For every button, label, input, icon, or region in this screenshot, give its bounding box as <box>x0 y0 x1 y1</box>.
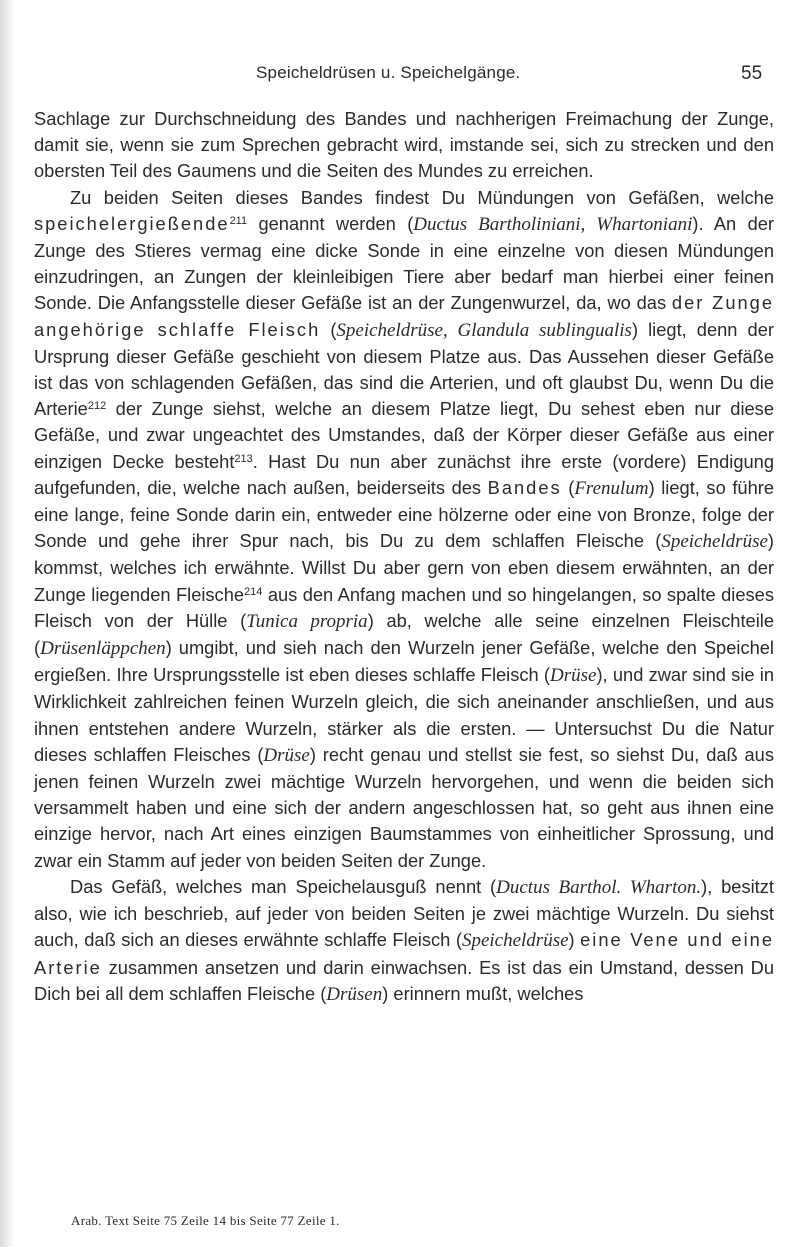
text-run: ) umgibt, und sieh nach den Wurzeln jener Gefäße, welche den Speichel ergießen. Ihre Ursprungsstelle ist eben dieses schlaffe Fleisch ( <box>34 637 774 686</box>
body-text <box>34 106 774 1008</box>
page-edge-shadow <box>0 0 14 1247</box>
latin-term: Speicheldrüse <box>461 930 569 952</box>
paragraph-3 <box>34 874 774 1008</box>
paragraph-1 <box>34 106 774 185</box>
spaced-term: Bandes <box>487 476 562 498</box>
latin-term: Ductus Bartholiniani, Whartoniani <box>413 213 693 235</box>
text-run: ) liegt, denn der Ursprung dieser Gefäße geschieht von diesem Platze aus. Das Aussehen dieser Gefäße ist das von schlagenden Gefäßen, das sind die Arterien, und oft glaubst Du, wenn Du die Arterie <box>34 318 774 420</box>
text-run: ) erinnern mußt, welches <box>382 982 584 1004</box>
latin-term: Frenulum <box>574 477 649 499</box>
latin-term: Drüse <box>263 744 310 766</box>
latin-term: Tunica propria <box>246 610 368 632</box>
footnote-marker: 212 <box>87 400 107 413</box>
latin-term: Speicheldrüse <box>661 531 768 553</box>
text-run: ) kommst, welches ich erwähnte. Willst Du aber gern von eben diesem erwähnten, an der Zunge liegenden Fleische <box>34 530 774 605</box>
text-run: der Zunge siehst, welche an diesem Platze liegt, Du sehest eben nur diese Gefäße, und zwar ungeachtet des Umstandes, daß der Körper dieser Gefäße aus einer einzigen Decke besteht <box>34 398 774 472</box>
latin-term: Speicheldrüse, Glandula sublingualis <box>336 319 632 341</box>
text-run: ) recht genau und stellst sie fest, so siehst Du, daß aus jenen feinen Wurzeln zwei mächtige Wurzeln hervorgehen, und wenn die beiden sich versammelt haben und eine sich der andern angeschlossen hat, so geht aus ihnen eine einzige hervor, nach Art eines einzigen Baumstammes von einheitlicher Sprossung, und zwar ein Stamm auf jeder von beiden Seiten der Zunge. <box>34 743 774 871</box>
footnote-marker: 214 <box>244 585 263 598</box>
latin-term: Drüsenläppchen <box>40 638 166 660</box>
spaced-term: speichelergießende <box>34 212 230 234</box>
spaced-term: der Zunge angehörige schlaffe Fleisch <box>34 292 774 340</box>
text-run: ), besitzt also, wie ich beschrieb, auf jeder von beiden Seiten je zwei mächtige Wurzeln. Du siehst auch, daß sich an dieses erwähnte schlaffe Fleisch ( <box>34 875 774 951</box>
text-run: ), und zwar sind sie in Wirklichkeit zahlreichen feinen Wurzeln gleich, die sich aneinander anschließen, und aus ihnen entstehen andere Wurzeln, stärker als die ersten. — Untersuchst Du die Natur dieses schlaffen Fleisches ( <box>34 664 774 765</box>
running-title: Speicheldrüsen u. Speichelgänge. <box>256 63 521 82</box>
text-run: ( <box>320 318 337 340</box>
latin-term: Drüse <box>550 665 597 687</box>
running-head <box>0 63 800 89</box>
text-run: Das Gefäß, welches man Speichelausguß nennt ( <box>70 875 497 897</box>
text-run: ( <box>561 476 575 498</box>
text-run: genannt werden ( <box>247 212 414 234</box>
text-run: zusammen ansetzen und darin einwachsen. Es ist das ein Umstand, dessen Du Dich bei all dem schlaffen Fleische ( <box>34 956 774 1004</box>
text-run: aus den Anfang machen und so hingelangen, so spalte dieses Fleisch von der Hülle ( <box>34 583 774 631</box>
text-run: Sachlage zur Durchschneidung des Bandes und nachherigen Freimachung der Zunge, damit sie, wenn sie zum Sprechen gebracht wird, imstande sei, sich zu strecken und den obersten Teil des Gaumens und die Seiten des Mundes zu erreichen. <box>34 108 774 182</box>
footnote-marker: 213 <box>234 452 253 465</box>
page-number: 55 <box>741 63 763 84</box>
arabic-text-reference: Arab. Text Seite 75 Zeile 14 bis Seite 77 Zeile 1. <box>71 1213 340 1228</box>
spaced-term: eine Vene und eine Arterie <box>34 929 774 978</box>
text-run: ) <box>568 929 581 951</box>
text-run: Zu beiden Seiten dieses Bandes findest Du Mündungen von Gefäßen, welche <box>70 186 774 208</box>
latin-term: Ductus Barthol. Wharton. <box>496 876 702 898</box>
text-run: . Hast Du nun aber zunächst ihre erste (vordere) Endigung aufgefunden, die, welche nach außen, beiderseits des <box>34 450 774 498</box>
text-run: ) liegt, so führe eine lange, feine Sonde darin ein, entweder eine hölzerne oder eine von Bronze, folge der Sonde und gehe ihrer Spur nach, bis Du zu dem schlaffen Fleische ( <box>34 476 774 552</box>
footnote-marker: 211 <box>229 214 248 227</box>
text-run: ) ab, welche alle seine einzelnen Fleischteile ( <box>34 609 774 659</box>
paragraph-2 <box>34 185 774 874</box>
text-run: ). An der Zunge des Stieres vermag eine dicke Sonde in eine einzelne von diesen Mündungen einzudringen, an Zungen der kleinleibigen Tiere aber bedarf man hierbei einer feinen Sonde. Die Anfangsstelle dieser Gefäße ist an der Zungenwurzel, da, wo das <box>34 212 774 314</box>
latin-term: Drüsen <box>326 983 383 1005</box>
